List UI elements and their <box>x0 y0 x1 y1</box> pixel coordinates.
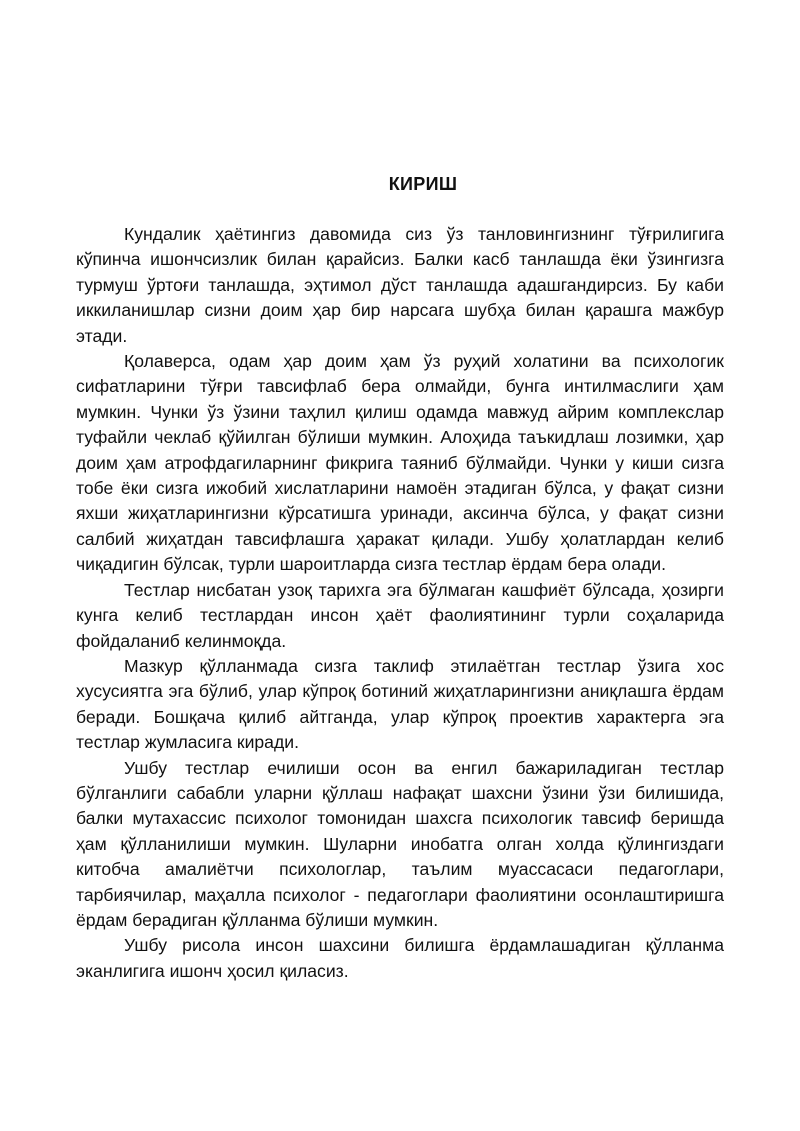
page-title: КИРИШ <box>388 174 458 194</box>
paragraph-3: Тестлар нисбатан узоқ тарихга эга бўлмаган кашфиёт бўлсада, ҳозирги кунга келиб тестлардан инсон ҳаёт фаолиятининг турли соҳаларида фойдаланиб келинмоқда. <box>76 579 724 651</box>
paragraph-5: Ушбу тестлар ечилиши осон ва енгил бажариладиган тестлар бўлганлиги сабабли уларни қўллаш нафақат шахсни ўзини ўзи билишида, балки мутахассис психолог томонидан шахсга психологик тавсиф беришда ҳам қўлланилиши мумкин. Шуларни инобатга олган холда қўлингиздаги китобча амалиётчи психологлар, таълим муассасаси педагоглари, тарбиячилар, маҳалла психолог - педагоглари фаолиятини осонлаштиришга ёрдам берадиган қўлланма бўлиши мумкин. <box>76 757 724 930</box>
paragraph-4: Мазкур қўлланмада сизга таклиф этилаётган тестлар ўзига хос хусусиятга эга бўлиб, улар кўпроқ ботиний жиҳатларингизни аниқлашга ёрдам беради. Бошқача қилиб айтганда, улар кўпроқ проектив характерга эга тестлар жумласига киради. <box>76 655 724 753</box>
paragraph-6: Ушбу рисола инсон шахсини билишга ёрдамлашадиган қўлланма эканлигига ишонч ҳосил қиласиз. <box>76 935 724 981</box>
paragraph-1: Кундалик ҳаётингиз давомида сиз ўз танловингизнинг тўғрилигига кўпинча ишончсизлик билан қарайсиз. Балки касб танлашда ёки ўзингизга турмуш ўртоғи танлашда, эҳтимол дўст танлашда адашгандирсиз. Бу каби иккиланишлар сизни доим ҳар бир нарсага шубҳа билан қарашга мажбур этади. <box>76 224 724 346</box>
document-body <box>76 222 724 984</box>
paragraph-2: Қолаверса, одам ҳар доим ҳам ўз руҳий холатини ва психологик сифатларини тўғри тавсифлаб бера олмайди, бунга интилмаслиги ҳам мумкин. Чунки ўз ўзини таҳлил қилиш одамда мавжуд айрим комплекслар туфайли чеклаб қўйилган бўлиши мумкин. Алоҳида таъкидлаш лозимки, ҳар доим ҳам атрофдагиларнинг фикрига таяниб бўлмайди. Чунки у киши сизга тобе ёки сизга ижобий хислатларини намоён этадиган бўлса, у фақат сизни яхши жиҳатларингизни кўрсатишга уринади, аксинча бўлса, у фақат сизни салбий жиҳатдан тавсифлашга ҳаракат қилади. Ушбу ҳолатлардан келиб чиқадигин бўлсак, турли шароитларда сизга тестлар ёрдам бера олади. <box>76 351 724 575</box>
